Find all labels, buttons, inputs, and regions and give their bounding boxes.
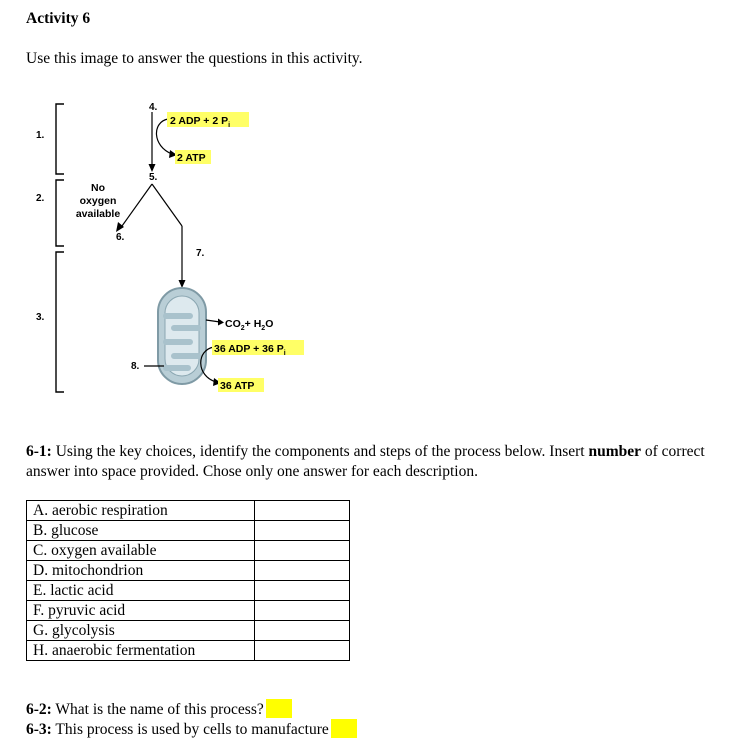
answer-cell[interactable]	[255, 601, 350, 621]
answer-cell[interactable]	[255, 501, 350, 521]
answer-box-6-3[interactable]	[331, 719, 357, 738]
bracket-number-1: 1.	[36, 130, 45, 141]
no-oxygen-line-1: No	[91, 182, 105, 194]
key-choice-label: D. mitochondrion	[27, 561, 255, 581]
co2-h2o-label: $CO_2+ H_2O$	[225, 318, 274, 332]
intro-text: Use this image to answer the questions in this activity.	[26, 50, 363, 67]
table-row	[27, 501, 350, 521]
table-row	[27, 541, 350, 561]
bracket-3	[56, 252, 64, 392]
question-6-3: 6-3: This process is used by cells to manufacture	[26, 719, 357, 739]
key-choice-label: F. pyruvic acid	[27, 601, 255, 621]
question-6-1: 6-1: Using the key choices, identify the components and steps of the process below. Insert number of correct answer into space provided. Chose only one answer for each description.	[26, 443, 705, 480]
no-oxygen-line-3: available	[75, 208, 121, 220]
table-row	[27, 621, 350, 641]
step-number-8: 8.	[131, 361, 140, 372]
answer-box-6-2[interactable]	[266, 699, 292, 718]
mitochondrion-illustration	[158, 288, 206, 384]
key-choice-label: B. glucose	[27, 521, 255, 541]
atp-bottom-label: 36 ATP	[220, 380, 255, 392]
step-number-5: 5.	[149, 172, 158, 183]
answer-cell[interactable]	[255, 581, 350, 601]
answer-cell[interactable]	[255, 561, 350, 581]
answer-cell[interactable]	[255, 521, 350, 541]
table-row	[27, 521, 350, 541]
key-choice-label: A. aerobic respiration	[27, 501, 255, 521]
brackets	[56, 104, 64, 392]
question-6-1-number: 6-1:	[26, 443, 52, 460]
answer-cell[interactable]	[255, 621, 350, 641]
table-row	[27, 601, 350, 621]
atp-top-label: 2 ATP	[177, 152, 206, 164]
adp-bottom-label: 36 ADP + 36 $P_i$	[214, 343, 286, 357]
bracket-2	[56, 180, 64, 246]
adp-top-label: 2 ADP + 2 $P_i$	[170, 115, 231, 129]
activity-heading: Activity 6	[26, 10, 91, 27]
answer-cell[interactable]	[255, 541, 350, 561]
step-number-6: 6.	[116, 232, 125, 243]
table-row	[27, 641, 350, 661]
bracket-1	[56, 104, 64, 174]
key-choice-label: H. anaerobic fermentation	[27, 641, 255, 661]
bracket-number-2: 2.	[36, 193, 45, 204]
key-choice-label: G. glycolysis	[27, 621, 255, 641]
step-number-7: 7.	[196, 248, 205, 259]
table-row	[27, 561, 350, 581]
step-number-4: 4.	[149, 102, 158, 113]
respiration-diagram	[24, 94, 354, 404]
key-choice-label: E. lactic acid	[27, 581, 255, 601]
question-6-2: 6-2: What is the name of this process?	[26, 699, 292, 719]
no-oxygen-line-2: oxygen	[79, 195, 117, 207]
answer-cell[interactable]	[255, 641, 350, 661]
bracket-number-3: 3.	[36, 312, 45, 323]
key-choices-table	[26, 500, 350, 661]
key-choice-label: C. oxygen available	[27, 541, 255, 561]
table-row	[27, 581, 350, 601]
